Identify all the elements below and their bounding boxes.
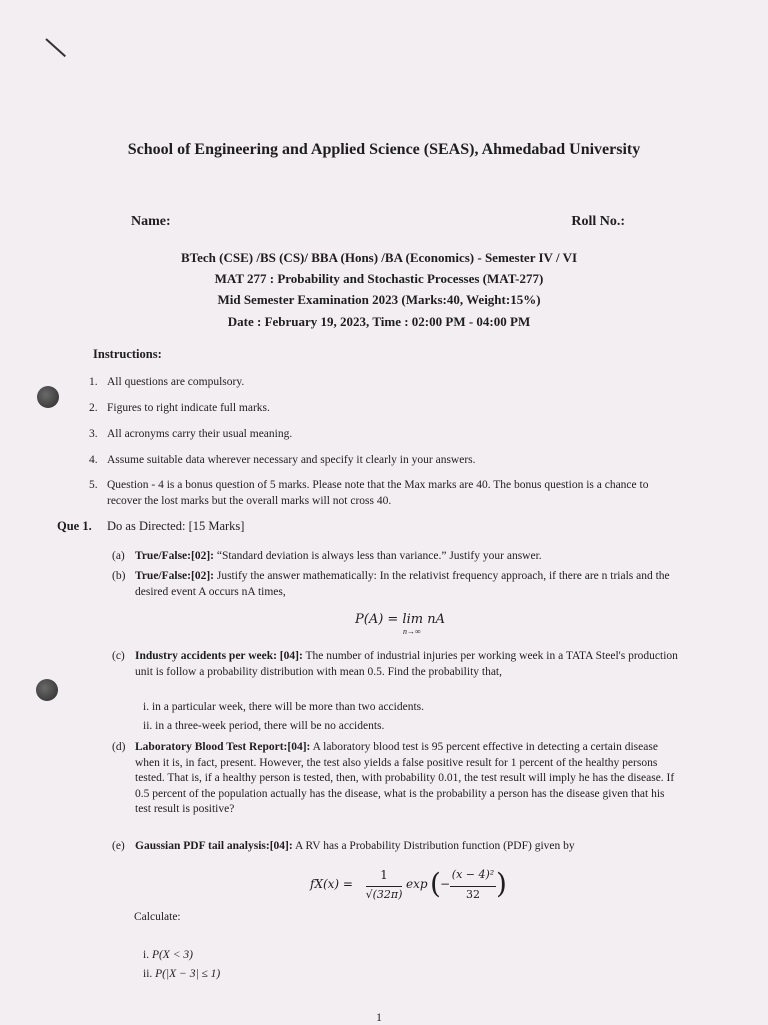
roll-number-label: Roll No.: xyxy=(571,214,625,229)
date-line: Date : February 19, 2023, Time : 02:00 PM - 04:00 PM xyxy=(227,314,531,329)
instruction-item: 5. Question - 4 is a bonus question of 5 marks. Please note that the Max marks are 40. The bonus question is a chance to recover the lost marks but the overall marks will not cross 40. xyxy=(89,479,649,507)
relative-frequency-equation: P(A) = lim nA xyxy=(355,612,445,627)
gaussian-pdf-equation: fX(x) = 1 √(32π) exp ( − (x − 4)² 32 ) xyxy=(310,867,507,901)
exam-line: Mid Semester Examination 2023 (Marks:40, Weight:15%) xyxy=(217,292,541,307)
question-label: Que 1. xyxy=(57,519,92,533)
limit-subscript: n→∞ xyxy=(403,627,421,636)
pen-mark xyxy=(45,38,66,57)
subpart-item: ii. P(|X − 3| ≤ 1) xyxy=(143,968,221,980)
subpart-item: i. in a particular week, there will be more than two accidents. xyxy=(143,701,425,713)
question-part-b: (b) True/False:[02]: Justify the answer mathematically: In the relativist frequency approach, if there are n trials and the desired event A occurs nA times, xyxy=(112,570,670,598)
question-part-c: (c) Industry accidents per week: [04]: The number of industrial injuries per working week in a TATA Steel's production unit is follow a probability distribution with mean 0.5. Find the probability that, xyxy=(112,650,678,678)
subpart-item: ii. in a three-week period, there will be no accidents. xyxy=(143,720,385,732)
institution-title: School of Engineering and Applied Science (SEAS), Ahmedabad University xyxy=(127,141,641,158)
page-number: 1 xyxy=(376,1010,382,1024)
instruction-item: 2. Figures to right indicate full marks. xyxy=(89,402,270,414)
name-label: Name: xyxy=(131,214,171,229)
instruction-item: 3. All acronyms carry their usual meaning. xyxy=(89,428,293,440)
subpart-item: i. P(X < 3) xyxy=(143,949,193,961)
question-text: Do as Directed: [15 Marks] xyxy=(107,519,245,533)
instruction-item: 4. Assume suitable data wherever necessary and specify it clearly in your answers. xyxy=(89,454,476,466)
question-part-a: (a) True/False:[02]: “Standard deviation is always less than variance.” Justify your answer. xyxy=(112,550,542,562)
punch-hole-bottom xyxy=(36,679,58,701)
question-part-e: (e) Gaussian PDF tail analysis:[04]: A RV has a Probability Distribution function (PDF) given by xyxy=(112,840,575,852)
programs-line: BTech (CSE) /BS (CS)/ BBA (Hons) /BA (Economics) - Semester IV / VI xyxy=(180,250,578,265)
punch-hole-top xyxy=(37,386,59,408)
course-line: MAT 277 : Probability and Stochastic Processes (MAT-277) xyxy=(214,271,544,286)
instruction-item: 1. All questions are compulsory. xyxy=(89,376,245,388)
question-part-d: (d) Laboratory Blood Test Report:[04]: A laboratory blood test is 95 percent effective in detecting a certain disease when it is, in fact, present. However, the test also yields a false positive result for 1 percent of the healthy persons tested. That is, if a healthy person is tested, then, with probability 0.01, the test result will imply he has the disease. If 0.5 percent of the population actually has the disease, what is the probability a person has the disease given that his test result is positive? xyxy=(112,741,675,815)
instructions-title: Instructions: xyxy=(93,347,162,361)
calculate-label: Calculate: xyxy=(134,911,181,923)
